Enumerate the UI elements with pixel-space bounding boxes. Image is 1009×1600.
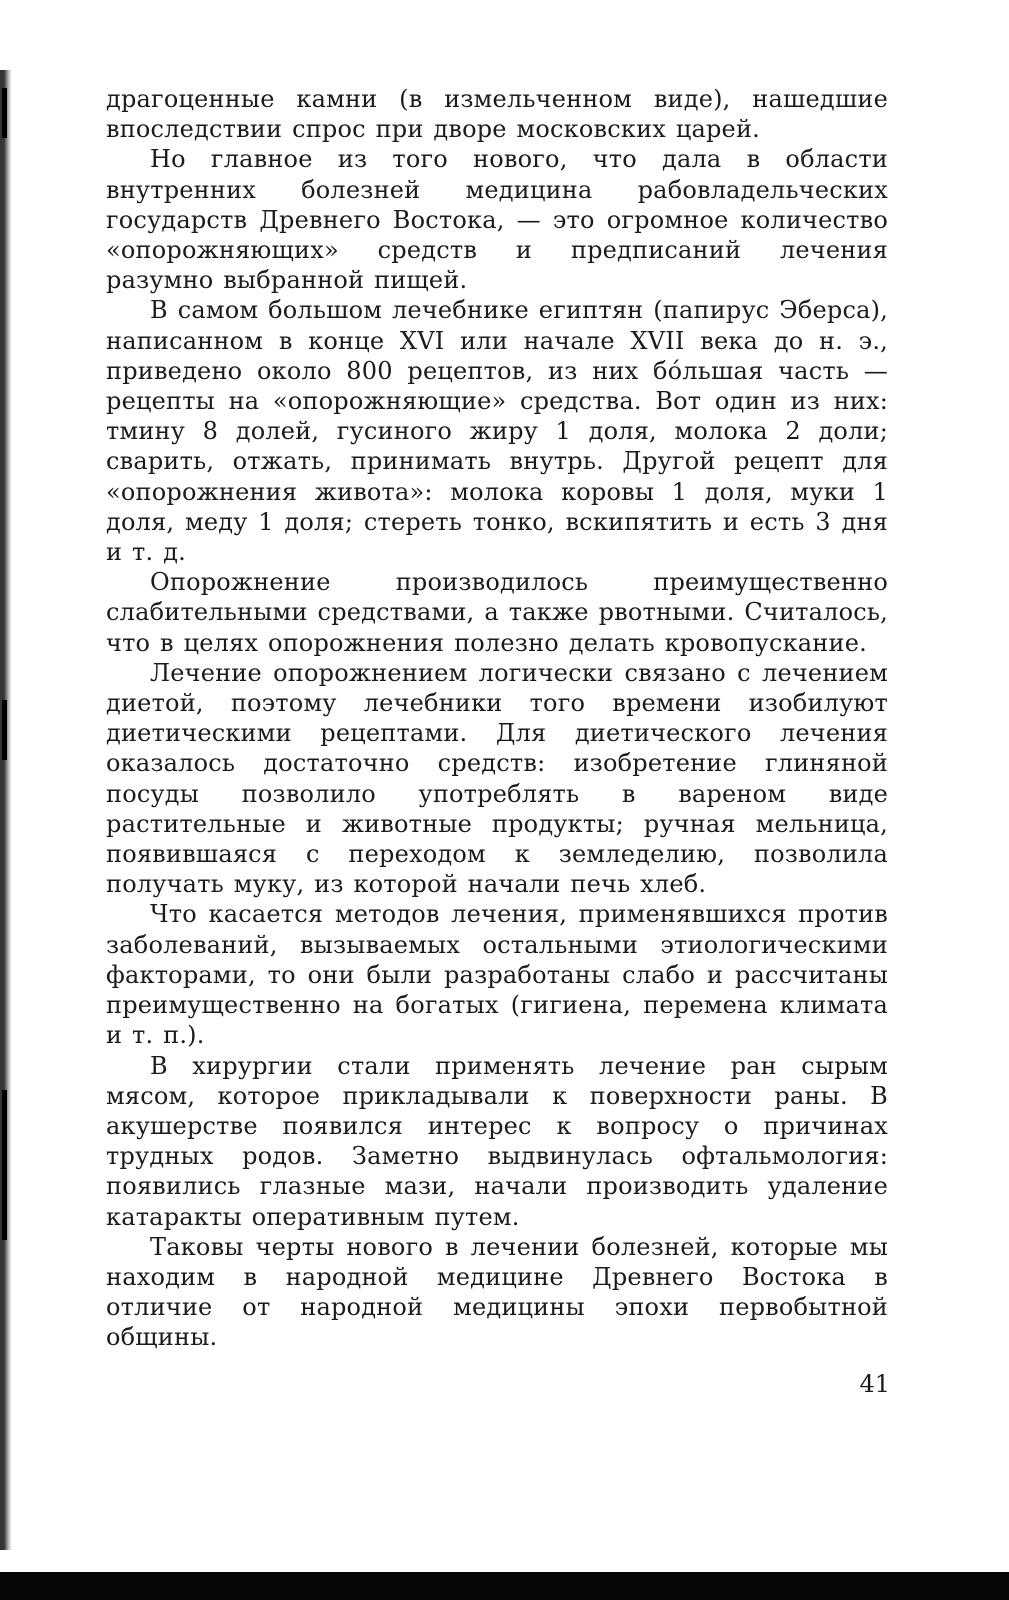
paragraph: Опорожнение производилось преимущественно слабительными средствами, а также рвотными. Считалось, что в целях опорожнения полезно делать кровопускание. bbox=[106, 568, 888, 657]
body-text bbox=[106, 84, 888, 1353]
paragraph: Но главное из того нового, что дала в области внутренних болезней медицина рабовладельческих государств Древнего Востока, — это огромное количество «опорожняющих» средств и предписаний лечения разумно выбранной пищей. bbox=[106, 145, 888, 295]
paragraph: В самом большом лечебнике египтян (папирус Эберса), написанном в конце XVI или начале XVII века до н. э., приведено около 800 рецептов, из них бо́льшая часть — рецепты на «опорожняющие» средства. Вот один из них: тмину 8 долей, гусиного жиру 1 доля, молока 2 доли; сварить, отжать, принимать внутрь. Другой рецепт для «опорожнения живота»: молока коровы 1 доля, муки 1 доля, меду 1 доля; стереть тонко, вскипятить и есть 3 дня и т. д. bbox=[106, 296, 888, 567]
paragraph: В хирургии стали применять лечение ран сырым мясом, которое прикладывали к поверхности раны. В акушерстве появился интерес к вопросу о причинах трудных родов. Заметно выдвинулась офтальмология: появились глазные мази, начали производить удаление катаракты оперативным путем. bbox=[106, 1051, 888, 1231]
paragraph: Лечение опорожнением логически связано с лечением диетой, поэтому лечебники того времени изобилуют диетическими рецептами. Для диетического лечения оказалось достаточно средств: изобретение глиняной посуды позволило употреблять в вареном виде растительные и животные продукты; ручная мельница, появившаяся с переходом к земледелию, позволила получать муку, из которой начали печь хлеб. bbox=[106, 658, 888, 899]
binding-mark bbox=[2, 700, 7, 760]
binding-mark bbox=[2, 1090, 7, 1240]
paragraph: драгоценные камни (в измельченном виде), нашедшие впоследствии спрос при дворе московских царей. bbox=[106, 85, 888, 144]
paragraph: Таковы черты нового в лечении болезней, которые мы находим в народной медицине Древнего Востока в отличие от народной медицины эпохи первобытной общины. bbox=[106, 1232, 888, 1352]
scan-bottom-border bbox=[0, 1572, 1009, 1600]
page-left-edge-shadow bbox=[0, 70, 12, 1550]
page-number: 41 bbox=[859, 1370, 890, 1398]
binding-mark bbox=[2, 88, 7, 138]
paragraph: Что касается методов лечения, применявшихся против заболеваний, вызываемых остальными этиологическими факторами, то они были разработаны слабо и рассчитаны преимущественно на богатых (гигиена, перемена климата и т. п.). bbox=[106, 900, 888, 1050]
